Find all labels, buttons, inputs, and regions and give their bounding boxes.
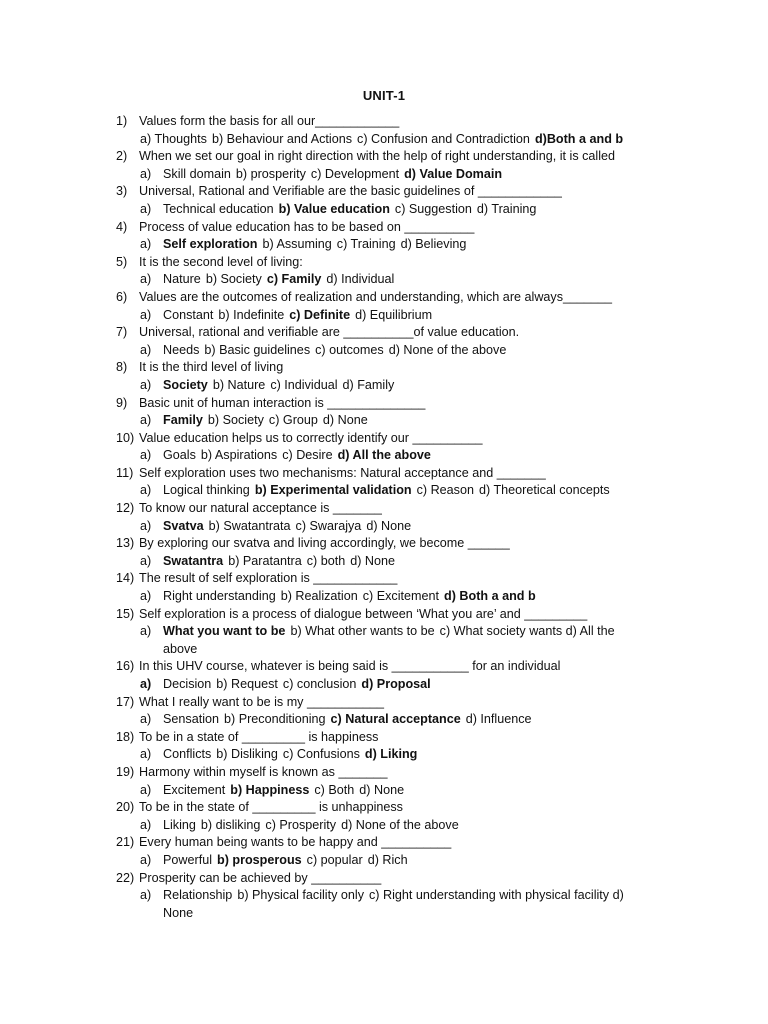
question-text: What I really want to be is my ___________ (139, 694, 385, 709)
answer-options (116, 131, 656, 149)
question-text: Self exploration is a process of dialogue between ‘What you are’ and _________ (139, 606, 588, 621)
question-number: 17) (116, 694, 135, 709)
answer-option: Svatva (163, 518, 204, 533)
answer-option: Sensation (163, 712, 220, 727)
question-item (116, 219, 656, 237)
question-number: 11) (116, 465, 134, 480)
question-number: 6) (116, 289, 128, 304)
option-letter: a) (140, 166, 152, 181)
answer-option: b) prosperity (235, 166, 306, 181)
answer-options (116, 623, 656, 658)
answer-option: d) None (322, 413, 368, 428)
answer-option: d) None (359, 782, 405, 797)
answer-options (116, 553, 656, 571)
answer-option: c) Right understanding with physical facility d) (369, 888, 624, 903)
question-text: Universal, rational and verifiable are __________of value education. (139, 325, 520, 340)
answer-option: d) None (366, 518, 412, 533)
answer-continuation: None (163, 905, 194, 920)
question-text: It is the third level of living (139, 360, 284, 375)
question-number: 13) (116, 536, 135, 551)
answer-options (116, 746, 656, 764)
question-item (116, 254, 656, 272)
answer-options (116, 342, 656, 360)
answer-option: b) Nature (212, 377, 266, 392)
option-letter: a) (140, 817, 152, 832)
answer-option: c) Training (336, 237, 396, 252)
answer-option: Logical thinking (163, 483, 250, 498)
question-text: Harmony within myself is known as _______ (139, 764, 388, 779)
answer-option: b) What other wants to be (290, 624, 435, 639)
page-title-text: UNIT-1 (362, 88, 406, 103)
question-item (116, 183, 656, 201)
option-letter: a) (140, 624, 152, 639)
answer-option: Society (163, 377, 208, 392)
answer-option: d) Influence (465, 712, 532, 727)
answer-option: d) None (350, 553, 396, 568)
question-item (116, 113, 656, 131)
question-number: 16) (116, 659, 135, 674)
answer-option: d) All the above (337, 448, 431, 463)
answer-option: b) prosperous (217, 852, 302, 867)
answer-options (116, 887, 656, 922)
answer-options (116, 166, 656, 184)
question-text: Basic unit of human interaction is ______________ (139, 395, 426, 410)
question-number: 8) (116, 360, 128, 375)
question-item (116, 799, 656, 817)
answer-option: d) Rich (367, 852, 408, 867)
question-number: 10) (116, 430, 135, 445)
option-letter: a) (140, 413, 152, 428)
answer-option: d) None of the above (341, 817, 459, 832)
option-letter: a) (140, 712, 152, 727)
answer-option: d) Liking (364, 747, 418, 762)
answer-option: c) Suggestion (394, 201, 472, 216)
answer-option: b) Request (216, 677, 278, 691)
question-item (116, 606, 656, 624)
question-text: It is the second level of living: (139, 254, 303, 269)
option-letter: a) (140, 553, 152, 568)
answer-option: Relationship (163, 888, 233, 903)
answer-options (116, 236, 656, 254)
question-list (116, 113, 656, 922)
answer-option: c) What society wants d) All the (439, 624, 615, 639)
answer-option: b) Assuming (262, 237, 332, 252)
question-text: Every human being wants to be happy and __________ (139, 835, 452, 850)
option-letter: a) (140, 483, 152, 498)
question-text: The result of self exploration is ____________ (139, 571, 398, 586)
question-text: To be in the state of _________ is unhappiness (139, 800, 403, 815)
answer-option: d) Individual (326, 272, 395, 287)
question-number: 15) (116, 606, 135, 621)
option-letter: a) (140, 342, 152, 357)
question-item (116, 834, 656, 852)
answer-option: a) Thoughts (140, 131, 207, 146)
answer-option: b) Aspirations (200, 448, 278, 463)
answer-options (116, 271, 656, 289)
answer-continuation: above (163, 641, 198, 656)
answer-option: c) popular (306, 852, 363, 867)
answer-options (116, 518, 656, 536)
question-number: 1) (116, 114, 128, 128)
question-number: 2) (116, 149, 128, 164)
answer-options (116, 412, 656, 430)
option-letter: a) (140, 272, 152, 287)
page-title (0, 88, 768, 103)
answer-option: c) Excitement (362, 589, 440, 604)
option-letter: a) (140, 782, 152, 797)
answer-option: Family (163, 413, 203, 428)
answer-option: c) both (306, 553, 346, 568)
answer-option: d) Both a and b (444, 589, 536, 604)
answer-option: d) Value Domain (404, 166, 503, 181)
answer-option: b) Indefinite (218, 307, 285, 322)
answer-option: Constant (163, 307, 214, 322)
question-item (116, 764, 656, 782)
answer-option: d) Proposal (361, 677, 431, 691)
question-number: 18) (116, 729, 135, 744)
answer-option: c) Confusion and Contradiction (357, 131, 530, 146)
answer-options (116, 377, 656, 395)
answer-option: Needs (163, 342, 200, 357)
answer-options (116, 852, 656, 870)
answer-option: Conflicts (163, 747, 212, 762)
answer-option: c) Confusions (282, 747, 360, 762)
answer-option: d)Both a and b (534, 131, 624, 146)
question-number: 7) (116, 325, 128, 340)
answer-option: b) Basic guidelines (204, 342, 311, 357)
answer-option: b) disliking (200, 817, 261, 832)
question-item (116, 148, 656, 166)
question-item (116, 570, 656, 588)
answer-option: Self exploration (163, 237, 258, 252)
question-number: 19) (116, 764, 135, 779)
answer-options (116, 482, 656, 500)
answer-option: Right understanding (163, 589, 276, 604)
answer-option: c) Prosperity (265, 817, 337, 832)
question-number: 21) (116, 835, 135, 850)
question-text: When we set our goal in right direction with the help of right understanding, it is called (139, 149, 616, 164)
question-number: 20) (116, 800, 135, 815)
question-item (116, 430, 656, 448)
answer-options (116, 201, 656, 219)
answer-option: c) Natural acceptance (330, 712, 461, 727)
answer-option: Swatantra (163, 553, 224, 568)
answer-option: c) Family (266, 272, 322, 287)
answer-option: c) Individual (270, 377, 338, 392)
answer-option: d) Theoretical concepts (479, 483, 610, 498)
option-letter: a) (140, 307, 152, 322)
question-number: 4) (116, 219, 128, 234)
question-number: 9) (116, 395, 128, 410)
answer-option: d) Family (342, 377, 395, 392)
question-item (116, 500, 656, 518)
answer-option: c) conclusion (282, 677, 357, 691)
answer-option: b) Disliking (216, 747, 278, 762)
option-letter: a) (140, 377, 152, 392)
option-letter: a) (140, 852, 152, 867)
answer-option: c) outcomes (315, 342, 384, 357)
answer-option: Nature (163, 272, 201, 287)
option-letter: a) (140, 448, 152, 463)
question-item (116, 324, 656, 342)
answer-option: c) Desire (282, 448, 333, 463)
answer-option: What you want to be (163, 624, 286, 639)
answer-option: c) Both (314, 782, 355, 797)
answer-option: b) Value education (278, 201, 390, 216)
answer-option: b) Paratantra (228, 553, 302, 568)
answer-option: b) Realization (280, 589, 358, 604)
question-item (116, 289, 656, 307)
option-letter: a) (140, 201, 152, 216)
option-letter: a) (140, 677, 152, 691)
answer-option: b) Experimental validation (254, 483, 412, 498)
question-text: Values are the outcomes of realization and understanding, which are always_______ (139, 289, 613, 304)
answer-option: b) Behaviour and Actions (211, 131, 353, 146)
question-text: Values form the basis for all our____________ (139, 114, 400, 128)
answer-option: Liking (163, 817, 196, 832)
question-text: Universal, Rational and Verifiable are the basic guidelines of ____________ (139, 184, 562, 199)
answer-option: c) Swarajya (295, 518, 362, 533)
question-item (116, 694, 656, 712)
question-text: To know our natural acceptance is _______ (139, 501, 382, 516)
answer-options (116, 447, 656, 465)
answer-option: c) Definite (289, 307, 351, 322)
answer-option: Powerful (163, 852, 212, 867)
question-number: 12) (116, 501, 135, 516)
question-item (116, 729, 656, 747)
answer-option: d) Training (476, 201, 537, 216)
answer-option: b) Society (205, 272, 262, 287)
question-text: Prosperity can be achieved by __________ (139, 870, 382, 885)
answer-option: d) None of the above (388, 342, 507, 357)
answer-options (116, 588, 656, 606)
question-text: In this UHV course, whatever is being said is ___________ for an individual (139, 659, 561, 674)
question-text: Self exploration uses two mechanisms: Natural acceptance and _______ (139, 465, 546, 480)
answer-option: b) Preconditioning (224, 712, 326, 727)
question-item (116, 465, 656, 483)
answer-option: Skill domain (163, 166, 231, 181)
answer-option: Technical education (163, 201, 274, 216)
answer-option: Goals (163, 448, 196, 463)
question-item (116, 658, 656, 676)
answer-option: b) Happiness (230, 782, 310, 797)
question-number: 14) (116, 571, 135, 586)
answer-option: c) Reason (416, 483, 474, 498)
question-item (116, 870, 656, 888)
question-text: To be in a state of _________ is happiness (139, 729, 379, 744)
answer-options (116, 676, 656, 694)
option-letter: a) (140, 747, 152, 762)
option-letter: a) (140, 589, 152, 604)
answer-option: b) Swatantrata (208, 518, 291, 533)
option-letter: a) (140, 237, 152, 252)
answer-option: Excitement (163, 782, 226, 797)
answer-option: b) Physical facility only (237, 888, 364, 903)
question-number: 22) (116, 870, 135, 885)
question-number: 5) (116, 254, 128, 269)
answer-option: d) Believing (400, 237, 467, 252)
answer-option: b) Society (207, 413, 264, 428)
answer-option: d) Equilibrium (355, 307, 433, 322)
option-letter: a) (140, 888, 152, 903)
answer-options (116, 307, 656, 325)
option-letter: a) (140, 518, 152, 533)
answer-option: c) Group (268, 413, 318, 428)
question-item (116, 395, 656, 413)
question-number: 3) (116, 184, 128, 199)
question-item (116, 359, 656, 377)
question-text: Process of value education has to be based on __________ (139, 219, 475, 234)
answer-options (116, 711, 656, 729)
answer-option: c) Development (310, 166, 400, 181)
question-item (116, 535, 656, 553)
question-text: By exploring our svatva and living accordingly, we become ______ (139, 536, 510, 551)
answer-option: Decision (163, 677, 212, 691)
answer-options (116, 782, 656, 800)
answer-options (116, 817, 656, 835)
question-text: Value education helps us to correctly identify our __________ (139, 430, 483, 445)
